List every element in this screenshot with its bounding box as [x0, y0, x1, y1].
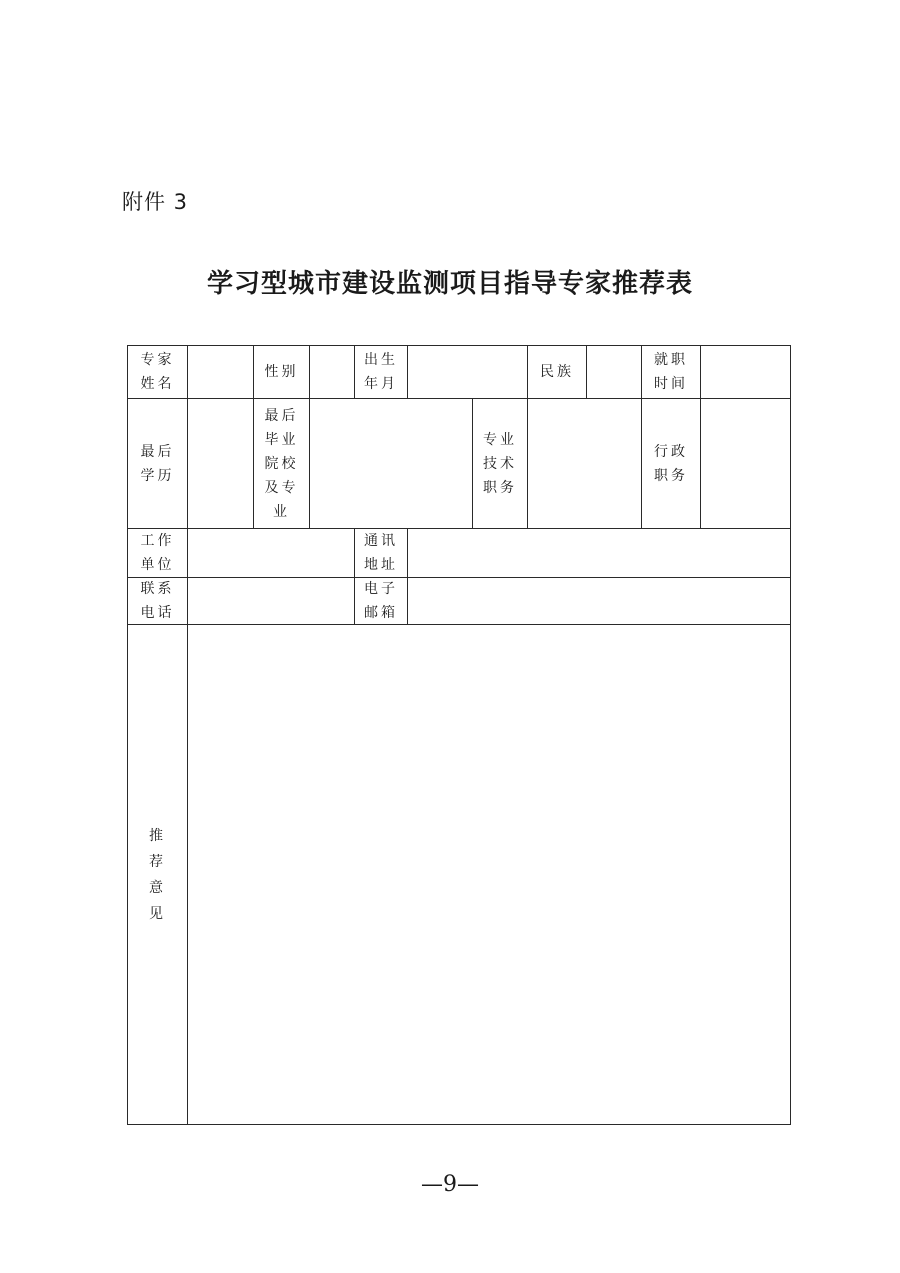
expert-name-label: 专家 姓名 [140, 352, 175, 392]
mailing-address-field[interactable] [408, 529, 790, 577]
page-number: —9— [421, 1172, 479, 1197]
email-field[interactable] [408, 578, 790, 624]
work-unit-field[interactable] [188, 529, 354, 577]
attachment-label: 附件 3 [122, 190, 189, 214]
recommendation-label: 推 荐 意 见 [149, 827, 166, 922]
phone-field[interactable] [188, 578, 354, 624]
mailing-address-label: 通讯 地址 [364, 533, 398, 573]
tech-title-label: 专业 技术 职务 [483, 431, 517, 496]
admin-title-field[interactable] [701, 399, 790, 528]
tech-title-field[interactable] [528, 399, 641, 528]
phone-label: 联系 电话 [140, 581, 175, 621]
recommendation-form-table [127, 345, 791, 1125]
employment-time-field[interactable] [701, 346, 790, 398]
education-label: 最后 学历 [140, 443, 175, 484]
education-field[interactable] [188, 399, 253, 528]
birth-date-label: 出生 年月 [364, 352, 398, 392]
ethnicity-label: 民族 [540, 364, 574, 380]
gender-field[interactable] [310, 346, 354, 398]
ethnicity-field[interactable] [587, 346, 641, 398]
email-label: 电子 邮箱 [364, 581, 398, 621]
birth-date-field[interactable] [408, 346, 527, 398]
recommendation-field[interactable] [188, 625, 790, 1124]
gender-label: 性别 [264, 364, 299, 380]
graduation-school-field[interactable] [310, 399, 472, 528]
employment-time-label: 就职 时间 [654, 352, 688, 392]
work-unit-label: 工作 单位 [140, 533, 175, 573]
admin-title-label: 行政 职务 [654, 443, 688, 484]
expert-name-field[interactable] [188, 346, 253, 398]
graduation-school-label: 最后 毕业 院校 及专 业 [264, 407, 299, 520]
form-title: 学习型城市建设监测项目指导专家推荐表 [206, 269, 693, 299]
